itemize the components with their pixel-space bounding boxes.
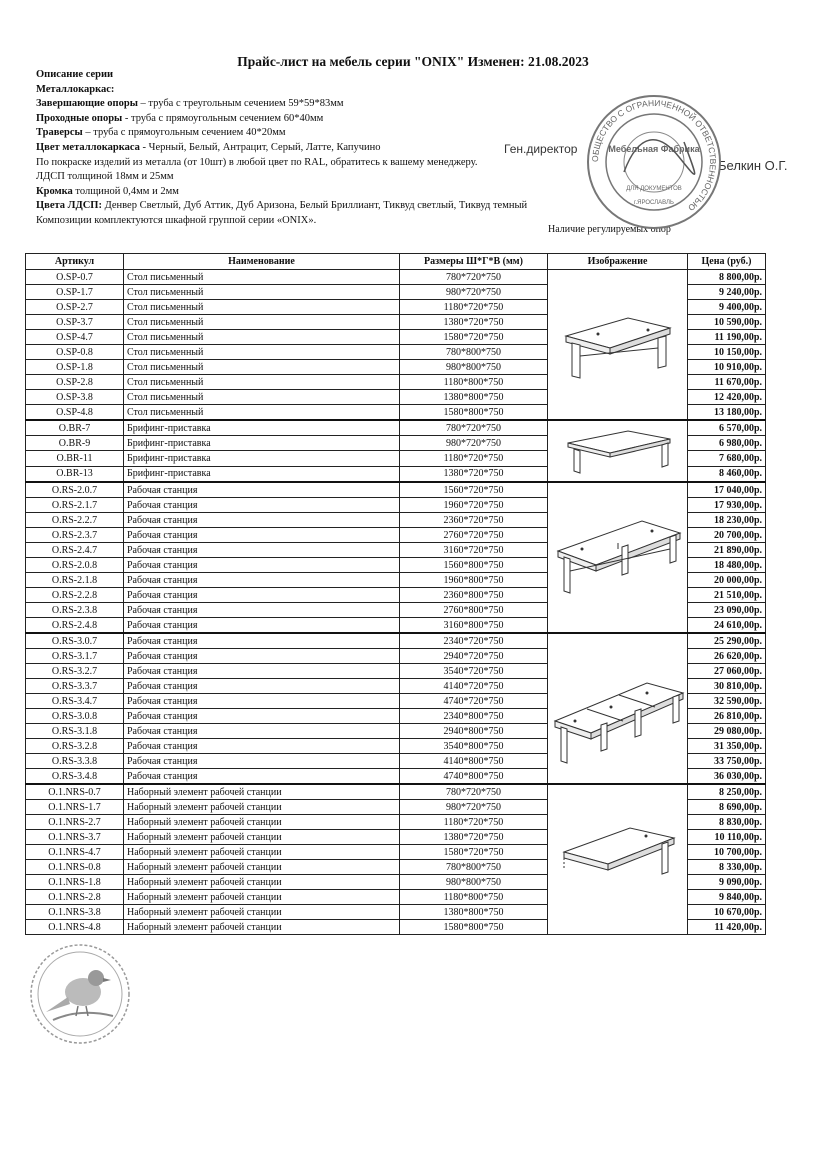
name-cell: Стол письменный — [124, 360, 400, 375]
size-cell: 1560*720*750 — [400, 482, 548, 498]
name-cell: Рабочая станция — [124, 558, 400, 573]
article-cell: O.RS-3.0.8 — [26, 709, 124, 724]
workstation-2-icon — [552, 613, 684, 624]
price-cell: 26 620,00р. — [688, 649, 766, 664]
price-cell: 9 400,00р. — [688, 300, 766, 315]
workstation-3-icon — [551, 769, 687, 780]
name-cell: Стол письменный — [124, 285, 400, 300]
price-cell: 20 700,00р. — [688, 528, 766, 543]
article-cell: O.RS-3.4.8 — [26, 769, 124, 785]
article-cell: O.RS-2.2.7 — [26, 513, 124, 528]
size-cell: 1180*800*750 — [400, 890, 548, 905]
table-row — [26, 270, 766, 285]
article-cell: O.RS-2.1.8 — [26, 573, 124, 588]
price-table — [25, 253, 766, 935]
price-cell: 18 230,00р. — [688, 513, 766, 528]
name-cell: Рабочая станция — [124, 724, 400, 739]
name-cell: Брифинг-приставка — [124, 420, 400, 436]
price-cell: 6 980,00р. — [688, 436, 766, 451]
header-image: Изображение — [548, 254, 688, 270]
article-cell: O.RS-2.4.8 — [26, 618, 124, 634]
name-cell: Наборный элемент рабочей станции — [124, 800, 400, 815]
article-cell: O.SP-1.7 — [26, 285, 124, 300]
article-cell: O.1.NRS-4.7 — [26, 845, 124, 860]
article-cell: O.RS-2.3.8 — [26, 603, 124, 618]
size-cell: 1180*720*750 — [400, 815, 548, 830]
name-cell: Брифинг-приставка — [124, 466, 400, 482]
name-cell: Стол письменный — [124, 315, 400, 330]
price-cell: 8 690,00р. — [688, 800, 766, 815]
table-row — [26, 633, 766, 649]
size-cell: 4140*720*750 — [400, 679, 548, 694]
name-cell: Рабочая станция — [124, 709, 400, 724]
header-size: Размеры Ш*Г*В (мм) — [400, 254, 548, 270]
size-cell: 980*720*750 — [400, 285, 548, 300]
intro-ldsp-thickness: ЛДСП толщиной 18мм и 25мм — [36, 171, 174, 183]
name-cell: Наборный элемент рабочей станции — [124, 815, 400, 830]
article-cell: O.SP-0.8 — [26, 345, 124, 360]
name-cell: Стол письменный — [124, 390, 400, 405]
size-cell: 2340*720*750 — [400, 633, 548, 649]
article-cell: O.SP-0.7 — [26, 270, 124, 285]
price-cell: 25 290,00р. — [688, 633, 766, 649]
price-cell: 32 590,00р. — [688, 694, 766, 709]
article-cell: O.RS-3.2.7 — [26, 664, 124, 679]
article-cell: O.1.NRS-0.7 — [26, 784, 124, 800]
size-cell: 4740*800*750 — [400, 769, 548, 785]
page-title: Прайс-лист на мебель серии "ONIX" Изменен: 21.08.2023 — [237, 54, 589, 69]
name-cell: Рабочая станция — [124, 543, 400, 558]
price-cell: 8 460,00р. — [688, 466, 766, 482]
article-cell: O.BR-9 — [26, 436, 124, 451]
name-cell: Рабочая станция — [124, 498, 400, 513]
name-cell: Стол письменный — [124, 330, 400, 345]
price-cell: 8 330,00р. — [688, 860, 766, 875]
article-cell: O.RS-2.0.8 — [26, 558, 124, 573]
size-cell: 3540*720*750 — [400, 664, 548, 679]
price-cell: 26 810,00р. — [688, 709, 766, 724]
header-name: Наименование — [124, 254, 400, 270]
article-cell: O.SP-2.8 — [26, 375, 124, 390]
size-cell: 2760*800*750 — [400, 603, 548, 618]
size-cell: 1580*720*750 — [400, 845, 548, 860]
price-cell: 13 180,00р. — [688, 405, 766, 421]
intro-composition-note: Композиции комплектуются шкафной группой серии «ONIX». — [36, 214, 317, 226]
size-cell: 780*800*750 — [400, 345, 548, 360]
header-price: Цена (руб.) — [688, 254, 766, 270]
size-cell: 1380*720*750 — [400, 830, 548, 845]
intro-heading: Описание серии — [36, 69, 114, 80]
size-cell: 1180*720*750 — [400, 300, 548, 315]
article-cell: O.1.NRS-0.8 — [26, 860, 124, 875]
name-cell: Наборный элемент рабочей станции — [124, 890, 400, 905]
price-cell: 10 700,00р. — [688, 845, 766, 860]
price-cell: 8 830,00р. — [688, 815, 766, 830]
name-cell: Наборный элемент рабочей станции — [124, 860, 400, 875]
article-cell: O.BR-13 — [26, 466, 124, 482]
article-cell: O.RS-3.3.7 — [26, 679, 124, 694]
product-image-cell — [548, 270, 688, 421]
bird-seal-icon — [28, 942, 132, 1046]
size-cell: 1380*800*750 — [400, 905, 548, 920]
price-cell: 23 090,00р. — [688, 603, 766, 618]
name-cell: Рабочая станция — [124, 603, 400, 618]
size-cell: 3160*800*750 — [400, 618, 548, 634]
size-cell: 3540*800*750 — [400, 739, 548, 754]
svg-text:г.ЯРОСЛАВЛЬ: г.ЯРОСЛАВЛЬ — [634, 200, 674, 206]
name-cell: Наборный элемент рабочей станции — [124, 875, 400, 890]
table-header-row — [26, 254, 766, 270]
company-stamp-icon — [584, 92, 724, 232]
size-cell: 980*800*750 — [400, 875, 548, 890]
name-cell: Рабочая станция — [124, 739, 400, 754]
price-cell: 7 680,00р. — [688, 451, 766, 466]
article-cell: O.RS-2.0.7 — [26, 482, 124, 498]
name-cell: Рабочая станция — [124, 649, 400, 664]
price-cell: 8 250,00р. — [688, 784, 766, 800]
size-cell: 780*720*750 — [400, 784, 548, 800]
price-cell: 6 570,00р. — [688, 420, 766, 436]
briefing-extension-icon — [558, 469, 678, 480]
article-cell: O.SP-4.7 — [26, 330, 124, 345]
size-cell: 1180*720*750 — [400, 451, 548, 466]
article-cell: O.RS-3.2.8 — [26, 739, 124, 754]
table-row — [26, 420, 766, 436]
article-cell: O.1.NRS-3.7 — [26, 830, 124, 845]
name-cell: Рабочая станция — [124, 573, 400, 588]
article-cell: O.1.NRS-1.8 — [26, 875, 124, 890]
article-cell: O.RS-2.3.7 — [26, 528, 124, 543]
article-cell: O.1.NRS-2.7 — [26, 815, 124, 830]
article-cell: O.SP-3.8 — [26, 390, 124, 405]
size-cell: 3160*720*750 — [400, 543, 548, 558]
svg-text:ДЛЯ ДОКУМЕНТОВ: ДЛЯ ДОКУМЕНТОВ — [626, 186, 682, 192]
name-cell: Рабочая станция — [124, 679, 400, 694]
size-cell: 4740*720*750 — [400, 694, 548, 709]
size-cell: 2940*800*750 — [400, 724, 548, 739]
table-row — [26, 482, 766, 498]
name-cell: Брифинг-приставка — [124, 451, 400, 466]
size-cell: 980*800*750 — [400, 360, 548, 375]
table-row — [26, 784, 766, 800]
svg-text:Мебельная Фабрика: Мебельная Фабрика — [608, 144, 700, 154]
price-cell: 17 930,00р. — [688, 498, 766, 513]
name-cell: Наборный элемент рабочей станции — [124, 905, 400, 920]
article-cell: O.1.NRS-3.8 — [26, 905, 124, 920]
name-cell: Рабочая станция — [124, 694, 400, 709]
price-cell: 11 420,00р. — [688, 920, 766, 935]
name-cell: Стол письменный — [124, 270, 400, 285]
price-cell: 10 670,00р. — [688, 905, 766, 920]
article-cell: O.1.NRS-4.8 — [26, 920, 124, 935]
name-cell: Наборный элемент рабочей станции — [124, 845, 400, 860]
name-cell: Стол письменный — [124, 345, 400, 360]
price-cell: 36 030,00р. — [688, 769, 766, 785]
article-cell: O.RS-3.0.7 — [26, 633, 124, 649]
name-cell: Рабочая станция — [124, 588, 400, 603]
intro-pass-supports: Проходные опоры - труба с прямоугольным сечением 60*40мм — [36, 112, 324, 124]
price-cell: 27 060,00р. — [688, 664, 766, 679]
size-cell: 4140*800*750 — [400, 754, 548, 769]
price-cell: 10 910,00р. — [688, 360, 766, 375]
size-cell: 1960*720*750 — [400, 498, 548, 513]
size-cell: 2940*720*750 — [400, 649, 548, 664]
name-cell: Рабочая станция — [124, 769, 400, 785]
name-cell: Брифинг-приставка — [124, 436, 400, 451]
name-cell: Рабочая станция — [124, 664, 400, 679]
price-cell: 17 040,00р. — [688, 482, 766, 498]
article-cell: O.RS-3.1.8 — [26, 724, 124, 739]
price-cell: 8 800,00р. — [688, 270, 766, 285]
size-cell: 1380*720*750 — [400, 315, 548, 330]
price-cell: 11 190,00р. — [688, 330, 766, 345]
price-cell: 21 890,00р. — [688, 543, 766, 558]
size-cell: 980*720*750 — [400, 800, 548, 815]
size-cell: 2760*720*750 — [400, 528, 548, 543]
article-cell: O.RS-3.3.8 — [26, 754, 124, 769]
signature-name: Белкин О.Г. — [718, 158, 788, 173]
article-cell: O.1.NRS-1.7 — [26, 800, 124, 815]
size-cell: 2360*800*750 — [400, 588, 548, 603]
size-cell: 1180*800*750 — [400, 375, 548, 390]
add-on-element-icon — [556, 898, 680, 909]
price-cell: 10 110,00р. — [688, 830, 766, 845]
size-cell: 1960*800*750 — [400, 573, 548, 588]
price-cell: 24 610,00р. — [688, 618, 766, 634]
name-cell: Стол письменный — [124, 375, 400, 390]
price-cell: 10 150,00р. — [688, 345, 766, 360]
intro-ldsp-colors: Цвета ЛДСП: Денвер Светлый, Дуб Аттик, Дуб Аризона, Белый Бриллиант, Тиквуд светлый, Тиквуд темный — [36, 200, 528, 212]
header-article: Артикул — [26, 254, 124, 270]
name-cell: Наборный элемент рабочей станции — [124, 920, 400, 935]
name-cell: Стол письменный — [124, 300, 400, 315]
article-cell: O.RS-2.4.7 — [26, 543, 124, 558]
size-cell: 2360*720*750 — [400, 513, 548, 528]
intro-ral-note: По покраске изделий из металла (от 10шт) в любой цвет по RAL, обратитесь к вашему менеджеру. — [36, 156, 478, 168]
size-cell: 1580*800*750 — [400, 405, 548, 421]
name-cell: Рабочая станция — [124, 482, 400, 498]
size-cell: 980*720*750 — [400, 436, 548, 451]
price-cell: 10 590,00р. — [688, 315, 766, 330]
article-cell: O.BR-7 — [26, 420, 124, 436]
price-cell: 9 840,00р. — [688, 890, 766, 905]
intro-edge: Кромка толщиной 0,4мм и 2мм — [36, 185, 179, 197]
name-cell: Наборный элемент рабочей станции — [124, 830, 400, 845]
signature-role: Ген.директор — [504, 142, 578, 156]
article-cell: O.SP-2.7 — [26, 300, 124, 315]
name-cell: Рабочая станция — [124, 754, 400, 769]
price-cell: 9 090,00р. — [688, 875, 766, 890]
size-cell: 780*720*750 — [400, 420, 548, 436]
product-image-cell — [548, 482, 688, 633]
price-cell: 30 810,00р. — [688, 679, 766, 694]
price-cell: 18 480,00р. — [688, 558, 766, 573]
size-cell: 1560*800*750 — [400, 558, 548, 573]
size-cell: 2340*800*750 — [400, 709, 548, 724]
size-cell: 1580*720*750 — [400, 330, 548, 345]
size-cell: 780*720*750 — [400, 270, 548, 285]
article-cell: O.SP-4.8 — [26, 405, 124, 421]
price-cell: 9 240,00р. — [688, 285, 766, 300]
article-cell: O.RS-2.2.8 — [26, 588, 124, 603]
article-cell: O.SP-3.7 — [26, 315, 124, 330]
name-cell: Рабочая станция — [124, 633, 400, 649]
product-image-cell — [548, 420, 688, 482]
price-cell: 21 510,00р. — [688, 588, 766, 603]
price-cell: 33 750,00р. — [688, 754, 766, 769]
article-cell: O.RS-3.4.7 — [26, 694, 124, 709]
name-cell: Наборный элемент рабочей станции — [124, 784, 400, 800]
adjustable-supports-note: Наличие регулируемых опор — [548, 224, 671, 235]
size-cell: 1580*800*750 — [400, 920, 548, 935]
product-image-cell — [548, 633, 688, 784]
name-cell: Рабочая станция — [124, 513, 400, 528]
article-cell: O.1.NRS-2.8 — [26, 890, 124, 905]
intro-end-supports: Завершающие опоры – труба с треугольным сечением 59*59*83мм — [36, 98, 344, 110]
size-cell: 780*800*750 — [400, 860, 548, 875]
size-cell: 1380*800*750 — [400, 390, 548, 405]
product-image-cell — [548, 784, 688, 935]
price-cell: 12 420,00р. — [688, 390, 766, 405]
intro-frame: Металлокаркас: — [36, 83, 115, 95]
intro-traverses: Траверсы – труба с прямоугольным сечением 40*20мм — [36, 127, 286, 139]
name-cell: Рабочая станция — [124, 528, 400, 543]
svg-text:ОБЩЕСТВО С ОГРАНИЧЕННОЙ ОТВЕТС: ОБЩЕСТВО С ОГРАНИЧЕННОЙ ОТВЕТСТВЕННОСТЬЮ — [589, 97, 719, 214]
price-cell: 11 670,00р. — [688, 375, 766, 390]
article-cell: O.RS-3.1.7 — [26, 649, 124, 664]
name-cell: Стол письменный — [124, 405, 400, 421]
price-cell: 29 080,00р. — [688, 724, 766, 739]
price-cell: 31 350,00р. — [688, 739, 766, 754]
article-cell: O.RS-2.1.7 — [26, 498, 124, 513]
size-cell: 1380*720*750 — [400, 466, 548, 482]
intro-frame-colors: Цвет металлокаркаса - Черный, Белый, Антрацит, Серый, Латте, Капучино — [36, 141, 381, 153]
name-cell: Рабочая станция — [124, 618, 400, 634]
price-cell: 20 000,00р. — [688, 573, 766, 588]
article-cell: O.SP-1.8 — [26, 360, 124, 375]
article-cell: O.BR-11 — [26, 451, 124, 466]
writing-desk-icon — [558, 380, 678, 391]
